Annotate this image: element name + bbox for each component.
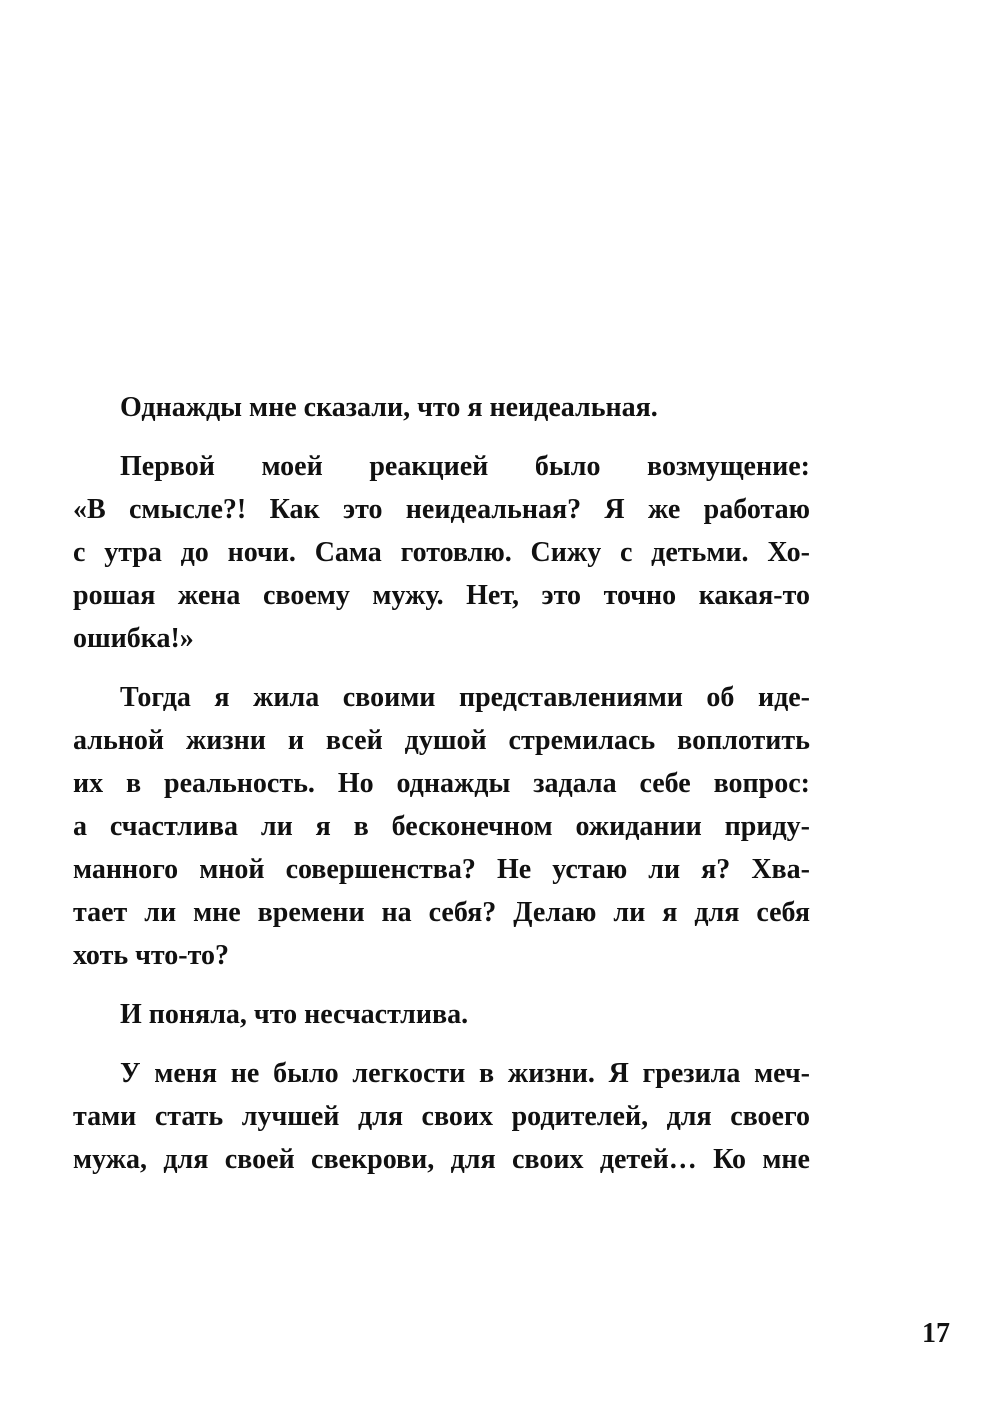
text-line: Тогда я жила своими представлениями об иде- — [120, 682, 810, 713]
paragraph-1 — [73, 386, 810, 429]
body-text — [73, 386, 810, 1197]
text-line: Первой моей реакцией было возмущение: — [120, 451, 810, 482]
paragraph-4 — [73, 993, 810, 1036]
text-line: Однажды мне сказали, что я неидеальная. — [120, 392, 658, 423]
text-line: с утра до ночи. Сама готовлю. Сижу с детьми. Хо- — [73, 537, 810, 568]
text-line: тами стать лучшей для своих родителей, для своего — [73, 1101, 810, 1132]
text-line: альной жизни и всей душой стремилась воплотить — [73, 725, 810, 756]
text-line: У меня не было легкости в жизни. Я грезила меч- — [120, 1058, 810, 1089]
paragraph-2 — [73, 445, 810, 660]
text-line: «В смысле?! Как это неидеальная? Я же работаю — [73, 494, 810, 525]
text-line: а счастлива ли я в бесконечном ожидании приду- — [73, 811, 810, 842]
paragraph-3 — [73, 676, 810, 977]
text-line: хоть что-то? — [73, 940, 230, 971]
text-line: мужа, для своей свекрови, для своих детей… Ко мне — [73, 1144, 810, 1175]
text-line: И поняла, что несчастлива. — [120, 999, 469, 1030]
text-line: их в реальность. Но однажды задала себе вопрос: — [73, 768, 810, 799]
text-line: ошибка!» — [73, 623, 194, 654]
text-line: рошая жена своему мужу. Нет, это точно какая-то — [73, 580, 810, 611]
paragraph-5 — [73, 1052, 810, 1181]
page-number: 17 — [922, 1318, 950, 1349]
text-line: манного мной совершенства? Не устаю ли я? Хва- — [73, 854, 810, 885]
text-line: тает ли мне времени на себя? Делаю ли я для себя — [73, 897, 810, 928]
